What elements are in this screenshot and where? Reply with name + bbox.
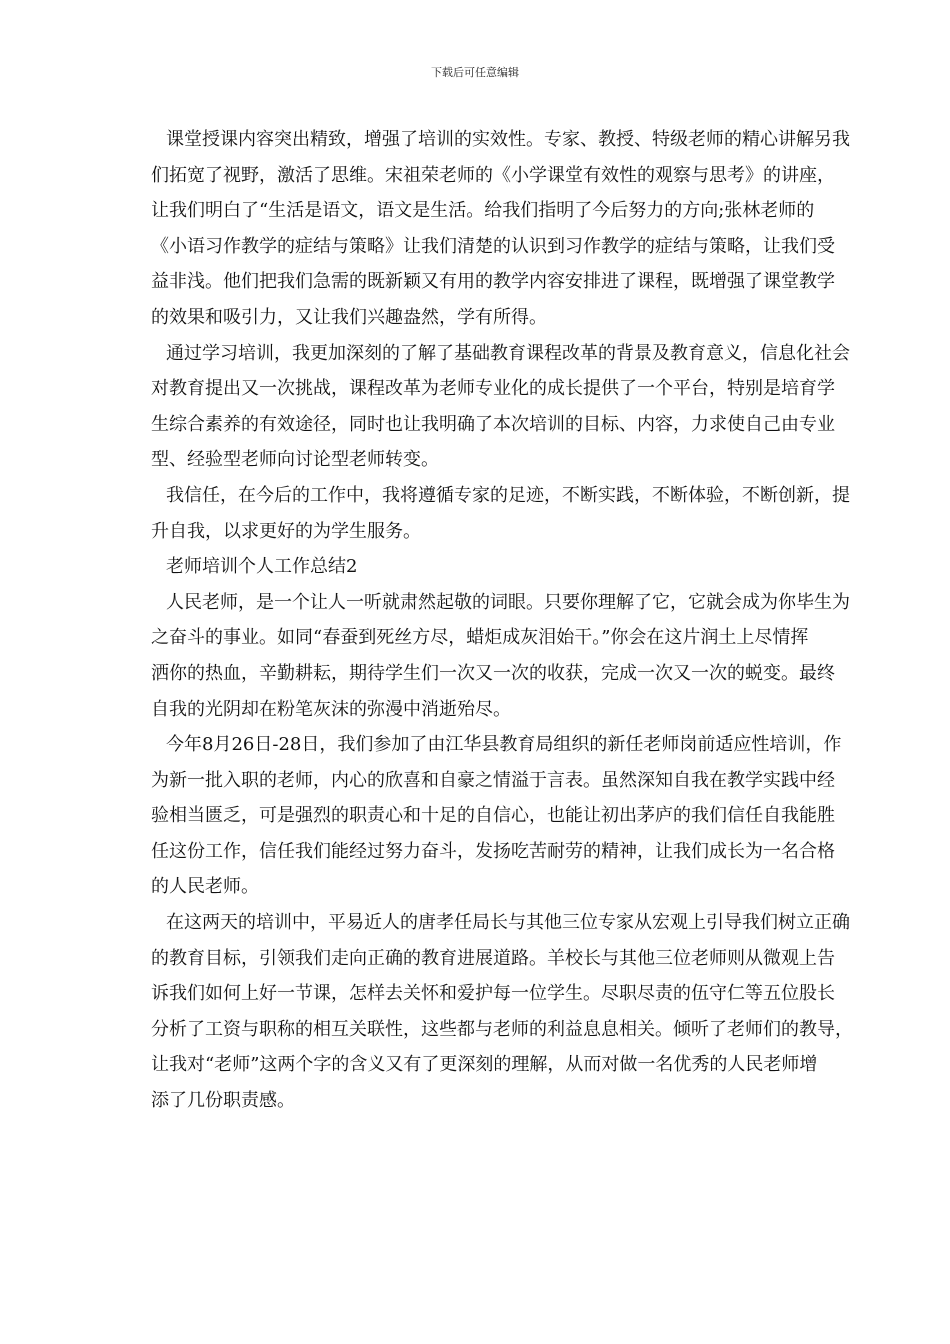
text-line: 验相当匮乏，可是强烈的职责心和十足的自信心，也能让初出茅庐的我们信任自我能胜 <box>151 805 835 827</box>
text-line: 之奋斗的事业。如同“春蚕到死丝方尽，蜡炬成灰泪始干。”你会在这片润土上尽情挥 <box>151 627 809 649</box>
text-line: 分析了工资与职称的相互关联性，这些都与老师的利益息息相关。倾听了老师们的教导， <box>151 1018 853 1040</box>
text-line: 添了几份职责感。 <box>151 1090 295 1112</box>
text-line: 课堂授课内容突出精致，增强了培训的实效性。专家、教授、特级老师的精心讲解另我 <box>166 129 850 150</box>
paragraph-3 <box>136 478 896 549</box>
text-line: 诉我们如何上好一节课，怎样去关怀和爱护每一位学生。尽职尽责的伍守仁等五位股长 <box>151 983 835 1005</box>
text-line: 洒你的热血，辛勤耕耘，期待学生们一次又一次的收获，完成一次又一次的蜕变。最终 <box>151 662 835 684</box>
text-line: 的效果和吸引力，又让我们兴趣盎然，学有所得。 <box>151 306 547 328</box>
text-line: 们拓宽了视野，激活了思维。宋祖荣老师的《小学课堂有效性的观察与思考》的讲座， <box>151 164 835 186</box>
text-line: 任这份工作，信任我们能经过努力奋斗，发扬吃苦耐劳的精神，让我们成长为一名合格 <box>151 840 835 862</box>
paragraph-4 <box>136 585 896 727</box>
text-line: 自我的光阴却在粉笔灰沫的弥漫中消逝殆尽。 <box>151 698 511 720</box>
text-line: 老师培训个人工作总结2 <box>166 556 358 578</box>
text-line: 通过学习培训，我更加深刻的了解了基础教育课程改革的背景及教育意义，信息化社会 <box>166 342 850 364</box>
text-line: 让我们明白了“生活是语文，语文是生活。给我们指明了今后努力的方向;张林老师的 <box>151 200 815 222</box>
text-line: 我信任，在今后的工作中，我将遵循专家的足迹，不断实践，不断体验，不断创新，提 <box>166 484 850 506</box>
paragraph-2 <box>136 336 896 478</box>
section-heading <box>136 549 896 585</box>
text-line: 为新一批入职的老师，内心的欣喜和自豪之情溢于言表。虽然深知自我在教学实践中经 <box>151 769 835 791</box>
text-line: 《小语习作教学的症结与策略》让我们清楚的认识到习作教学的症结与策略，让我们受 <box>151 235 835 257</box>
text-line: 对教育提出又一次挑战，课程改革为老师专业化的成长提供了一个平台，特别是培育学 <box>151 378 835 400</box>
text-line: 升自我，以求更好的为学生服务。 <box>151 520 421 542</box>
paragraph-1 <box>136 122 896 336</box>
text-line: 人民老师，是一个让人一听就肃然起敬的词眼。只要你理解了它，它就会成为你毕生为 <box>166 591 850 613</box>
paragraph-5 <box>136 727 896 905</box>
text-line: 在这两天的培训中，平易近人的唐孝任局长与其他三位专家从宏观上引导我们树立正确 <box>166 912 850 934</box>
text-line: 让我对“老师”这两个字的含义又有了更深刻的理解，从而对做一名优秀的人民老师增 <box>151 1054 818 1076</box>
text-line: 型、经验型老师向讨论型老师转变。 <box>151 449 439 471</box>
text-line: 的教育目标，引领我们走向正确的教育进展道路。羊校长与其他三位老师则从微观上告 <box>151 947 835 969</box>
page-header: 下载后可任意编辑 <box>431 66 519 79</box>
text-line: 的人民老师。 <box>151 876 259 898</box>
paragraph-6 <box>136 905 896 1119</box>
text-line: 生综合素养的有效途径，同时也让我明确了本次培训的目标、内容，力求使自己由专业 <box>151 413 835 435</box>
text-line: 益非浅。他们把我们急需的既新颖又有用的教学内容安排进了课程，既增强了课堂教学 <box>151 271 835 293</box>
document-body <box>136 122 896 1119</box>
text-line: 今年8月26日-28日，我们参加了由江华县教育局组织的新任老师岗前适应性培训，作 <box>166 734 842 756</box>
